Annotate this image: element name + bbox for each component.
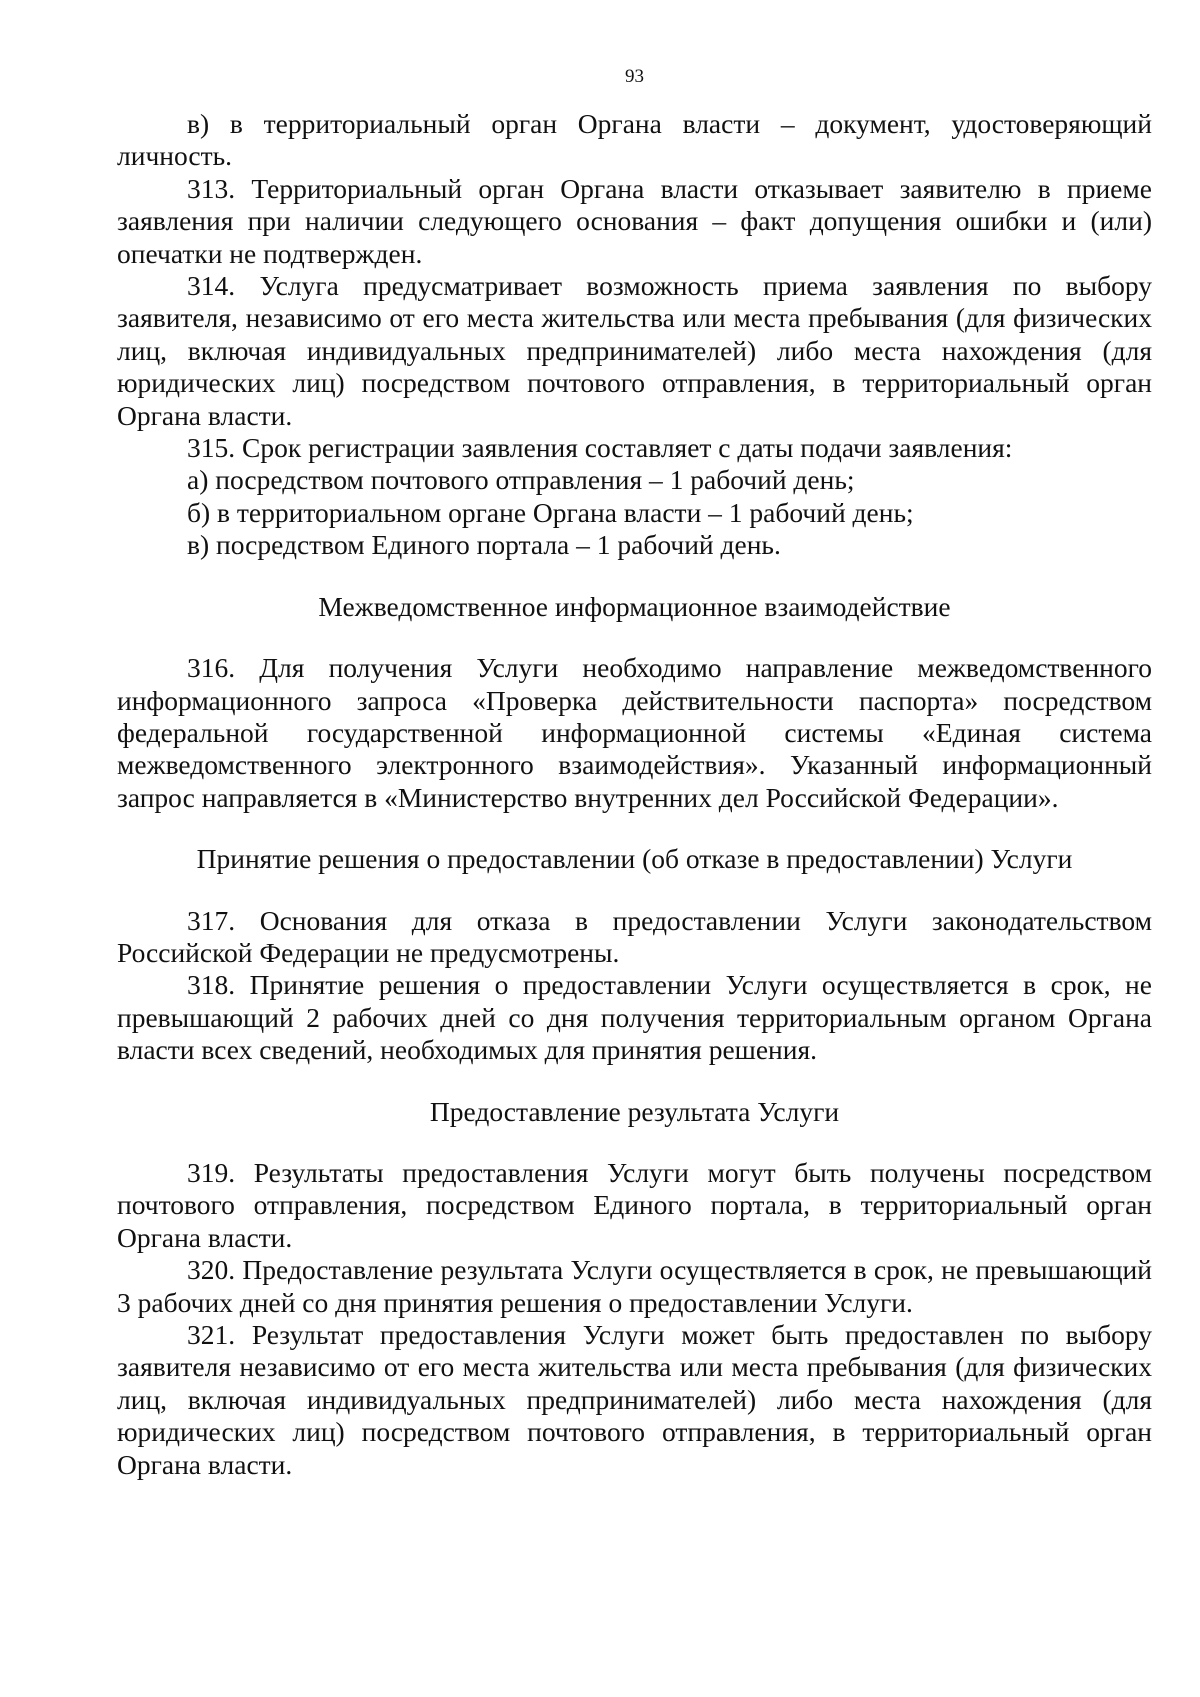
paragraph: 321. Результат предоставления Услуги может быть предоставлен по выбору заявителя независимо от его места жительства или места пребывания (для физических лиц, включая индивидуальных предпринимателей) либо места нахождения (для юридических лиц) посредством почтового отправления, в территориальный орган Органа власти.: [117, 1319, 1152, 1480]
paragraph: 318. Принятие решения о предоставлении Услуги осуществляется в срок, не превышающий 2 рабочих дней со дня получения территориальным органом Органа власти всех сведений, необходимых для принятия решения.: [117, 969, 1152, 1066]
paragraph: 313. Территориальный орган Органа власти отказывает заявителю в приеме заявления при наличии следующего основания – факт допущения ошибки и (или) опечатки не подтвержден.: [117, 172, 1152, 269]
paragraph: 317. Основания для отказа в предоставлении Услуги законодательством Российской Федерации не предусмотрены.: [117, 904, 1152, 968]
page-number: 93: [625, 66, 644, 87]
paragraph: в) посредством Единого портала – 1 рабочий день.: [187, 529, 781, 561]
section-heading: Принятие решения о предоставлении (об отказе в предоставлении) Услуги: [196, 843, 1073, 875]
paragraph: 319. Результаты предоставления Услуги могут быть получены посредством почтового отправления, посредством Единого портала, в территориальный орган Органа власти.: [117, 1156, 1152, 1253]
paragraph: 314. Услуга предусматривает возможность приема заявления по выбору заявителя, независимо от его места жительства или места пребывания (для физических лиц, включая индивидуальных предпринимателей) либо места нахождения (для юридических лиц) посредством почтового отправления, в территориальный орган Органа власти.: [117, 270, 1152, 431]
paragraph: 316. Для получения Услуги необходимо направление межведомственного информационного запроса «Проверка действительности паспорта» посредством федеральной государственной информационной системы «Единая система межведомственного электронного взаимодействия». Указанный информационный запрос направляется в «Министерство внутренних дел Российской Федерации».: [117, 652, 1152, 813]
paragraph: в) в территориальный орган Органа власти – документ, удостоверяющий личность.: [117, 108, 1152, 172]
paragraph: 320. Предоставление результата Услуги осуществляется в срок, не превышающий 3 рабочих дней со дня принятия решения о предоставлении Услуги.: [117, 1254, 1152, 1318]
document-page: [117, 66, 1152, 1481]
paragraph: 315. Срок регистрации заявления составляет с даты подачи заявления:: [187, 432, 1013, 464]
paragraph: б) в территориальном органе Органа власти – 1 рабочий день;: [187, 496, 914, 528]
section-heading: Предоставление результата Услуги: [429, 1095, 840, 1127]
section-heading: Межведомственное информационное взаимодействие: [318, 590, 951, 622]
paragraph: а) посредством почтового отправления – 1 рабочий день;: [187, 464, 855, 496]
